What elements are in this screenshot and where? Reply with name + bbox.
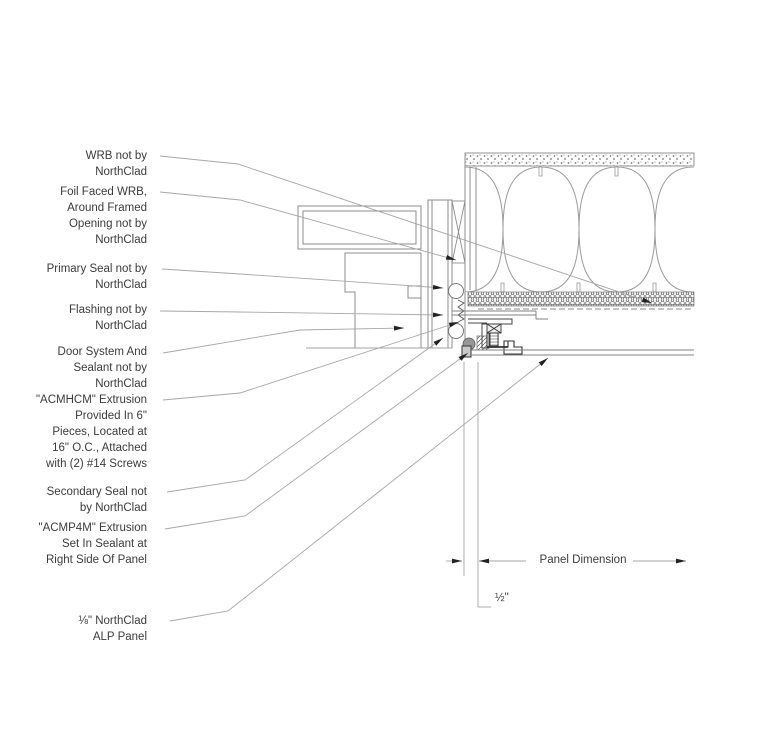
callout-line: ALP Panel [92, 631, 147, 643]
callout-line: "ACMHCM" Extrusion [35, 394, 147, 406]
wrb-sheathing-band [468, 292, 694, 309]
leader-foil-wrb [160, 192, 456, 260]
frame-head-tube [298, 206, 421, 249]
door-leaf [345, 253, 421, 348]
callout-wrb [7, 148, 147, 180]
callout-line: Provided In 6" [75, 410, 147, 422]
callout-acmp4m [7, 520, 147, 568]
callout-line: Door System And [57, 346, 147, 358]
flashing-profile [452, 311, 548, 319]
callout-line: Foil Faced WRB, [60, 186, 147, 198]
callout-line: Set In Sealant at [61, 538, 147, 550]
callout-line: Right Side Of Panel [45, 554, 147, 566]
callout-line: Opening not by [68, 218, 147, 230]
callout-line: with (2) #14 Screws [46, 458, 147, 470]
leader-door-system [163, 328, 404, 353]
callout-line: NorthClad [95, 166, 147, 178]
callout-line: NorthClad [95, 234, 147, 246]
sealant-hatch-block [477, 336, 487, 350]
callout-line: Around Framed [67, 202, 147, 214]
callout-alp-panel [7, 613, 147, 645]
callout-door-system [7, 344, 147, 392]
callout-secondary-seal [7, 484, 147, 516]
leader-alp-panel [170, 358, 548, 621]
leader-flashing [160, 311, 443, 315]
callout-line: ⅛" NorthClad [78, 615, 147, 627]
callout-line: 16" O.C., Attached [52, 442, 147, 454]
callout-flashing [7, 302, 147, 334]
dimension-lines [446, 362, 686, 607]
joint-offset-label: ½" [495, 592, 509, 604]
callout-line: "ACMP4M" Extrusion [38, 522, 147, 534]
sheathing-strip [465, 153, 694, 166]
callout-line: NorthClad [95, 320, 147, 332]
leader-primary-seal [162, 269, 443, 288]
callout-primary-seal [7, 261, 147, 293]
callout-line: Secondary Seal not [46, 486, 147, 498]
callout-line: by NorthClad [79, 502, 147, 514]
batt-insulation [465, 167, 694, 292]
leader-secondary-seal [167, 338, 443, 492]
backer-rod-bead [449, 324, 464, 339]
foam-seal-x [452, 201, 465, 263]
callout-foil-wrb [7, 184, 147, 248]
callout-line: Sealant not by [73, 362, 147, 374]
callout-line: Primary Seal not by [46, 263, 147, 275]
callout-line: NorthClad [95, 279, 147, 291]
leader-acmhcm [163, 322, 459, 400]
callout-acmhcm [7, 392, 147, 472]
callout-line: NorthClad [95, 378, 147, 390]
callout-line: Flashing not by [69, 304, 147, 316]
primary-seal-bead [449, 284, 464, 299]
callout-line: WRB not by [85, 150, 147, 162]
panel-dimension-label: Panel Dimension [539, 554, 627, 566]
callout-line: Pieces, Located at [52, 426, 147, 438]
leader-acmp4m [165, 353, 468, 529]
